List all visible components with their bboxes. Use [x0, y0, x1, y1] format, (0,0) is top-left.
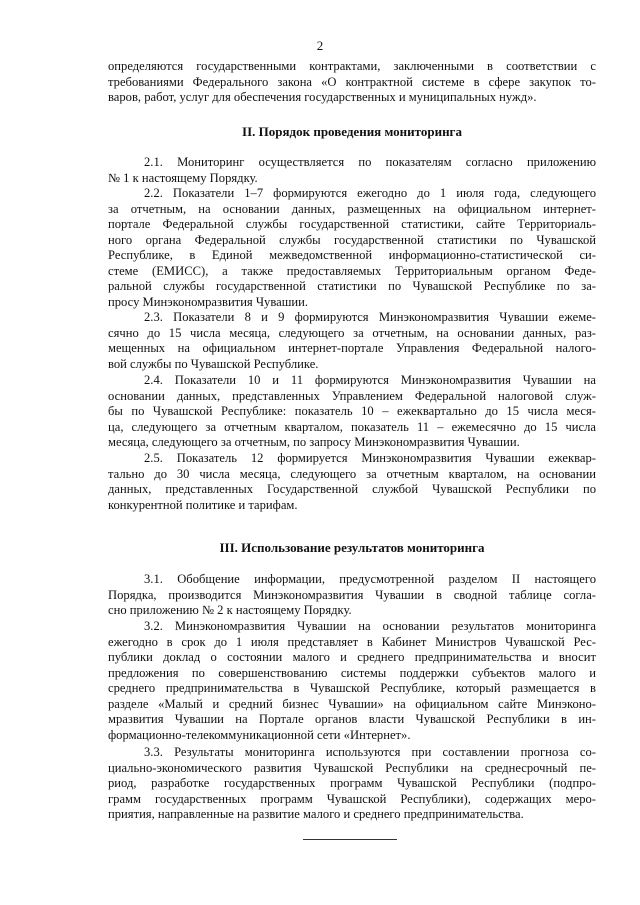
paragraph-2-5 [108, 451, 596, 513]
section-2-heading: II. Порядок проведения мониторинга [242, 124, 462, 139]
text-line: ежегодно в срок до 1 июля представляет в Кабинет Министров Чувашской Рес- [108, 634, 596, 649]
paragraph-2-2 [108, 186, 596, 310]
text-line: формационно-телекоммуникационной сети «Интернет». [108, 727, 411, 742]
text-line: публики доклад о состоянии малого и среднего предпринимательства и вносит [108, 650, 596, 665]
text-line: приятия, направленные на развитие малого и среднего предпринимательства. [108, 807, 524, 822]
text-line: мещенных на официальном интернет-портале Управления Федеральной налого- [108, 341, 596, 356]
text-line: конкурентной политике и тарифам. [108, 497, 298, 512]
text-line: грамм государственных программ Чувашской Республики), содержащих меро- [108, 791, 596, 806]
paragraph-3-1 [108, 572, 596, 619]
text-line: 3.1. Обобщение информации, предусмотренной разделом II настоящего [144, 572, 596, 586]
text-line: мразвития Чувашии на Портале органов власти Чувашской Республики в ин- [108, 712, 596, 727]
paragraph-3-3 [108, 745, 596, 823]
paragraph-2-1 [108, 155, 596, 186]
text-line: 3.3. Результаты мониторинга используются при составлении прогноза со- [144, 745, 596, 759]
text-line: 3.2. Минэкономразвития Чувашии на основании результатов мониторинга [144, 619, 596, 633]
text-line: месяца, следующего за отчетным, по запросу Минэкономразвития Чувашии. [108, 435, 520, 450]
text-line: определяются государственными контрактами, заключенными в соответствии с [108, 59, 596, 73]
text-line: ного органа Федеральной службы государственной статистики по Чувашской [108, 232, 596, 247]
text-line: требованиями Федерального закона «О контрактной системе в сфере закупок то- [108, 74, 596, 89]
end-divider [303, 839, 397, 840]
text-line: риод, разработке государственных программ Чувашской Республики (подпро- [108, 776, 596, 791]
text-line: Порядка, производится Минэкономразвития Чувашии в сводной таблице согла- [108, 587, 596, 602]
text-line: № 1 к настоящему Порядку. [108, 170, 258, 185]
text-line: ральной службы государственной статистики по Чувашской Республике по за- [108, 279, 596, 294]
text-line: тально до 30 числа месяца, следующего за отчетным кварталом, на основании [108, 466, 596, 481]
text-line: просу Минэкономразвития Чувашии. [108, 294, 309, 309]
text-line: основании данных, представленных Управлением Федеральной налоговой служ- [108, 388, 596, 403]
page-number: 2 [316, 38, 324, 53]
text-line: вой службы по Чувашской Республике. [108, 356, 319, 371]
text-line: данных, представленных Государственной службой Чувашской Республики по [108, 482, 596, 497]
paragraph-3-2 [108, 619, 596, 743]
text-line: стеме (ЕМИСС), а также предоставляемых Территориальным органом Феде- [108, 263, 596, 278]
text-line: портале Федеральной службы государственной статистики, сайте Территориаль- [108, 217, 596, 232]
text-line: предложения по совершенствованию системы поддержки субъектов малого и [108, 665, 596, 680]
text-line: бы по Чувашской Республике: показатель 10 – ежеквартально до 15 числа меся- [108, 404, 596, 419]
text-line: 2.3. Показатели 8 и 9 формируются Минэкономразвития Чувашии ежеме- [144, 310, 596, 324]
text-line: сно приложению № 2 к настоящему Порядку. [108, 603, 352, 618]
text-line: 2.4. Показатели 10 и 11 формируются Минэкономразвития Чувашии на [144, 373, 596, 387]
paragraph-2-4 [108, 373, 596, 451]
text-line: за отчетным, на основании данных, размещенных на официальном интернет- [108, 201, 596, 216]
text-line: варов, работ, услуг для обеспечения государственных и муниципальных нужд». [108, 90, 537, 105]
text-line: циально-экономического развития Чувашской Республики на среднесрочный пе- [108, 760, 596, 775]
text-line: 2.5. Показатель 12 формируется Минэкономразвития Чувашии ежеквар- [144, 451, 596, 465]
text-line: разделе «Малый и средний бизнес Чувашии» на официальном сайте Минэконо- [108, 696, 596, 711]
section-3-heading: III. Использование результатов мониторинга [219, 540, 485, 555]
text-line: среднего предпринимательства в Чувашской Республике, который размещается в [108, 681, 596, 696]
text-line: 2.1. Мониторинг осуществляется по показателям согласно приложению [144, 155, 596, 169]
text-line: 2.2. Показатели 1–7 формируются ежегодно до 1 июля года, следующего [144, 186, 596, 200]
paragraph-2-3 [108, 310, 596, 372]
text-line: Республике, в Единой межведомственной информационно-статистической си- [108, 248, 596, 263]
intro-paragraph [108, 59, 596, 106]
text-line: ца, следующего за отчетным кварталом, показатель 11 – ежемесячно до 15 числа [108, 419, 596, 434]
text-line: сячно до 15 числа месяца, следующего за отчетным, на основании данных, раз- [108, 325, 596, 340]
